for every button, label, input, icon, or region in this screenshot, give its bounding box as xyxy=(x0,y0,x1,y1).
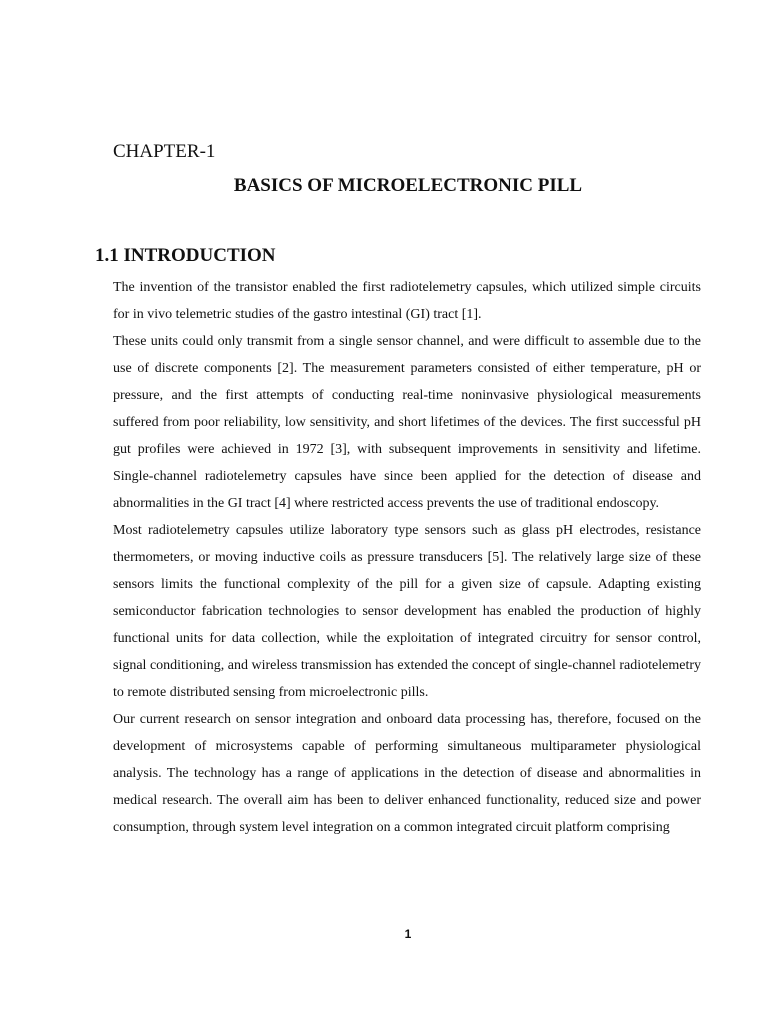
paragraph: Most radiotelemetry capsules utilize laboratory type sensors such as glass pH electrodes, resistance thermometers, or moving inductive coils as pressure transducers [5]. The relatively large size of these sensors limits the functional complexity of the pill for a given size of capsule. Adapting existing semiconductor fabrication technologies to sensor development has enabled the production of highly functional units for data collection, while the exploitation of integrated circuitry for sensor control, signal conditioning, and wireless transmission has extended the concept of single-channel radiotelemetry to remote distributed sensing from microelectronic pills. xyxy=(113,523,701,700)
paragraph: Our current research on sensor integration and onboard data processing has, therefore, focused on the development of microsystems capable of performing simultaneous multiparameter physiological analysis. The technology has a range of applications in the detection of disease and abnormalities in medical research. The overall aim has been to deliver enhanced functionality, reduced size and power consumption, through system level integration on a common integrated circuit platform comprising xyxy=(113,712,701,835)
chapter-title: BASICS OF MICROELECTRONIC PILL xyxy=(233,175,583,196)
chapter-label: CHAPTER-1 xyxy=(113,141,216,162)
page-number: 1 xyxy=(404,927,412,941)
paragraph: These units could only transmit from a single sensor channel, and were difficult to assemble due to the use of discrete components [2]. The measurement parameters consisted of either temperature, pH or pressure, and the first attempts of conducting real-time noninvasive physiological measurements suffered from poor reliability, low sensitivity, and short lifetimes of the devices. The first successful pH gut profiles were achieved in 1972 [3], with subsequent improvements in sensitivity and lifetime. Single-channel radiotelemetry capsules have since been applied for the detection of disease and abnormalities in the GI tract [4] where restricted access prevents the use of traditional endoscopy. xyxy=(113,334,701,511)
paragraph: The invention of the transistor enabled the first radiotelemetry capsules, which utilized simple circuits for in vivo telemetric studies of the gastro intestinal (GI) tract [1]. xyxy=(113,280,701,322)
body-text xyxy=(113,274,701,841)
section-heading: 1.1 INTRODUCTION xyxy=(95,245,276,266)
